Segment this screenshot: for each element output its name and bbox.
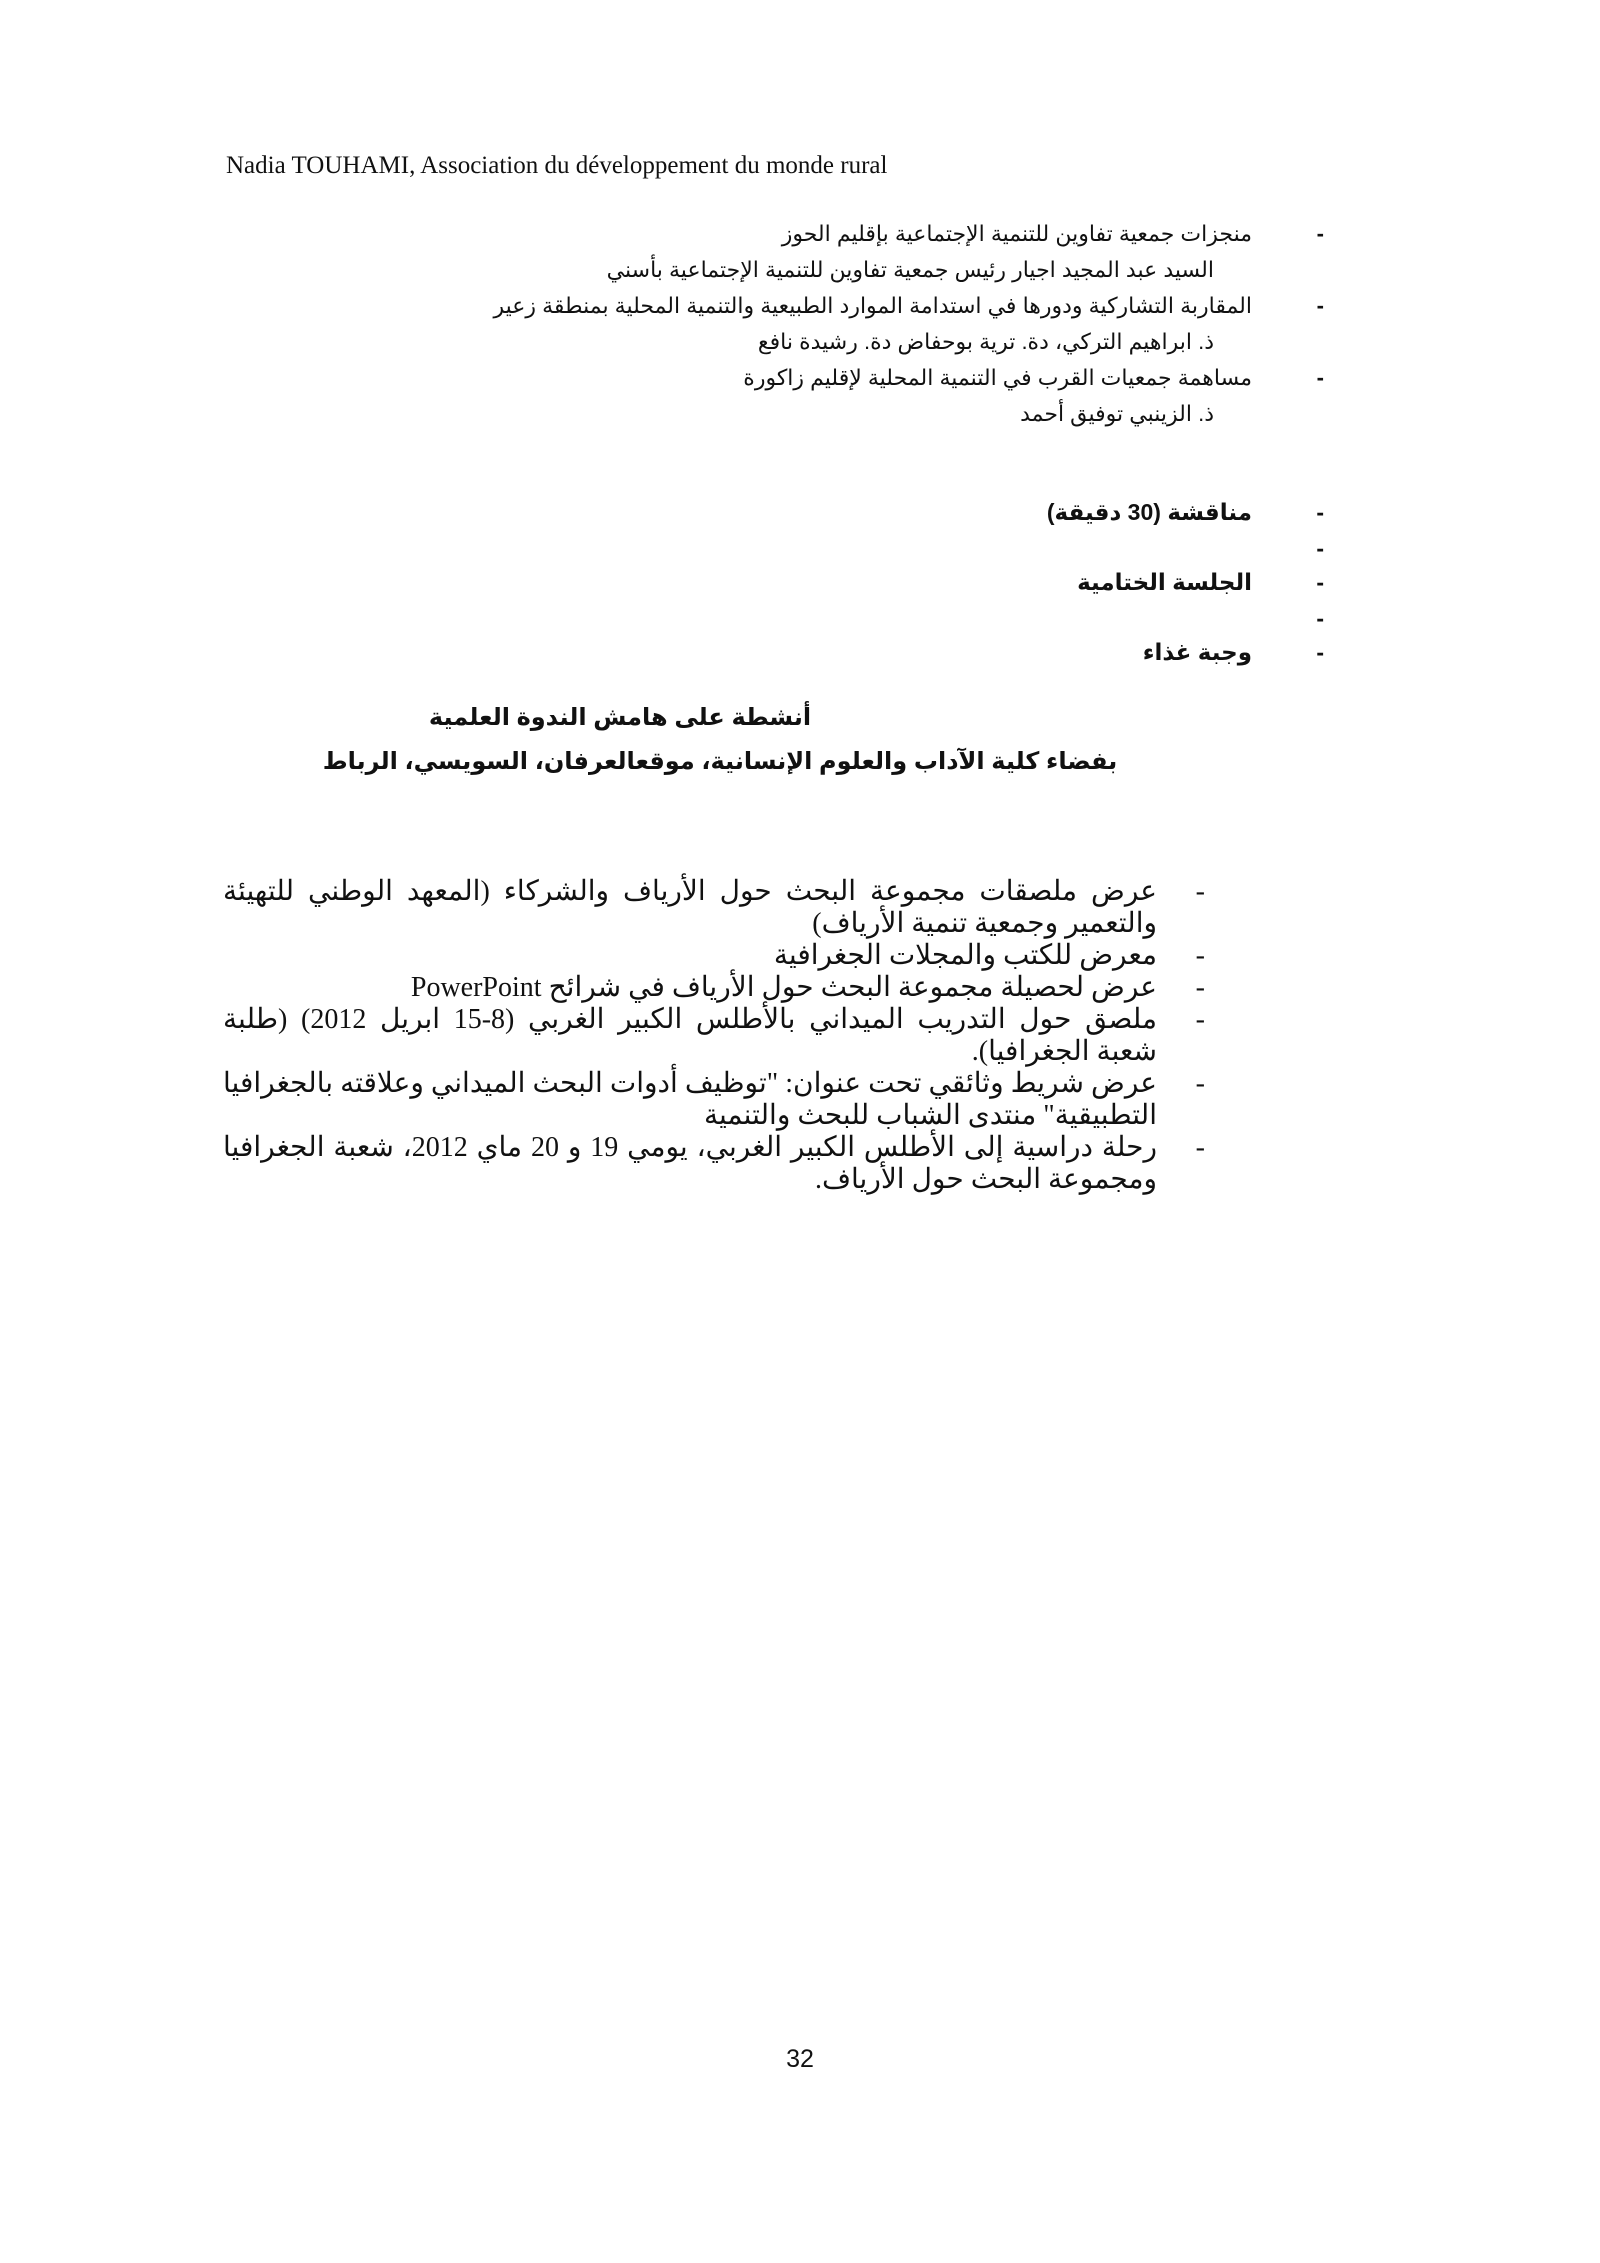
- activity-item: [223, 876, 1205, 940]
- bullet: -: [1195, 1132, 1205, 1163]
- activities-title: أنشطة على هامش الندوة العلمية: [428, 704, 812, 731]
- activity-text: معرض للكتب والمجلات الجغرافية: [773, 940, 1157, 971]
- bullet: -: [1316, 535, 1324, 561]
- bullet: -: [1316, 569, 1324, 595]
- bullet: -: [1316, 293, 1324, 318]
- page-header: Nadia TOUHAMI, Association du développement du monde rural: [226, 152, 888, 179]
- program-item-text: المقاربة التشاركية ودورها في استدامة الموارد الطبيعية والتنمية المحلية بمنطقة زعير: [493, 293, 1252, 318]
- program-speaker: [232, 324, 1252, 360]
- bullet: -: [1316, 639, 1324, 665]
- activity-text: عرض شريط وثائقي تحت عنوان: "توظيف أدوات البحث الميداني وعلاقته بالجغرافيا التطبيقية" منتدى الشباب للبحث والتنمية: [223, 1068, 1157, 1131]
- activity-text: عرض ملصقات مجموعة البحث حول الأرياف والشركاء (المعهد الوطني للتهيئة والتعمير وجمعية تنمية الأرياف): [223, 876, 1157, 939]
- agenda-item: [232, 494, 1324, 530]
- bullet: -: [1316, 499, 1324, 525]
- activities-list: [223, 876, 1205, 1196]
- powerpoint-label: PowerPoint: [410, 972, 542, 1003]
- activity-item: [223, 1068, 1205, 1132]
- agenda-item-empty: [232, 530, 1324, 564]
- program-list: [232, 216, 1324, 432]
- activity-item: [223, 940, 1205, 972]
- activity-text: عرض لحصيلة مجموعة البحث حول الأرياف في شرائح: [548, 972, 1157, 1003]
- bullet: -: [1316, 221, 1324, 246]
- activity-item: [223, 1132, 1205, 1196]
- activity-item: [223, 1004, 1205, 1068]
- agenda-item: [232, 564, 1324, 600]
- bullet: -: [1195, 940, 1205, 971]
- agenda-item: [232, 634, 1324, 670]
- bullet: -: [1195, 1068, 1205, 1099]
- program-item: [232, 360, 1324, 396]
- program-item: [232, 288, 1324, 324]
- program-item-text: منجزات جمعية تفاوين للتنمية الإجتماعية بإقليم الحوز: [781, 221, 1252, 246]
- program-speaker-text: السيد عبد المجيد اجيار رئيس جمعية تفاوين للتنمية الإجتماعية بأسني: [606, 257, 1214, 282]
- program-speaker: [232, 396, 1252, 432]
- program-speaker-text: ذ. الزينبي توفيق أحمد: [1020, 401, 1214, 426]
- bullet: -: [1195, 876, 1205, 907]
- agenda-item-text: وجبة غذاء: [1142, 639, 1252, 665]
- bullet: -: [1316, 365, 1324, 390]
- bullet: -: [1195, 972, 1205, 1003]
- program-item-text: مساهمة جمعيات القرب في التنمية المحلية لإقليم زاكورة: [743, 365, 1252, 390]
- agenda-item-text: مناقشة (30 دقيقة): [1046, 499, 1252, 525]
- activity-text: رحلة دراسية إلى الأطلس الكبير الغربي، يومي 19 و 20 ماي 2012، شعبة الجغرافيا ومجموعة البحث حول الأرياف.: [223, 1132, 1158, 1195]
- program-item: [232, 216, 1324, 252]
- program-speaker: [232, 252, 1252, 288]
- page-number: 32: [786, 2045, 814, 2073]
- activity-text: ملصق حول التدريب الميداني بالأطلس الكبير الغربي (8-15 ابريل 2012) (طلبة شعبة الجغرافيا).: [223, 1004, 1157, 1067]
- activities-subtitle: بفضاء كلية الآداب والعلوم الإنسانية، موقعالعرفان، السويسي، الرباط: [322, 748, 1118, 775]
- program-speaker-text: ذ. ابراهيم التركي، دة. ترية بوحفاض دة. رشيدة نافع: [757, 329, 1214, 354]
- agenda-item-text: الجلسة الختامية: [1077, 569, 1252, 595]
- bullet: -: [1195, 1004, 1205, 1035]
- agenda-item-empty: [232, 600, 1324, 634]
- bullet: -: [1316, 605, 1324, 631]
- agenda-list: [232, 494, 1324, 670]
- activity-item: [223, 972, 1205, 1004]
